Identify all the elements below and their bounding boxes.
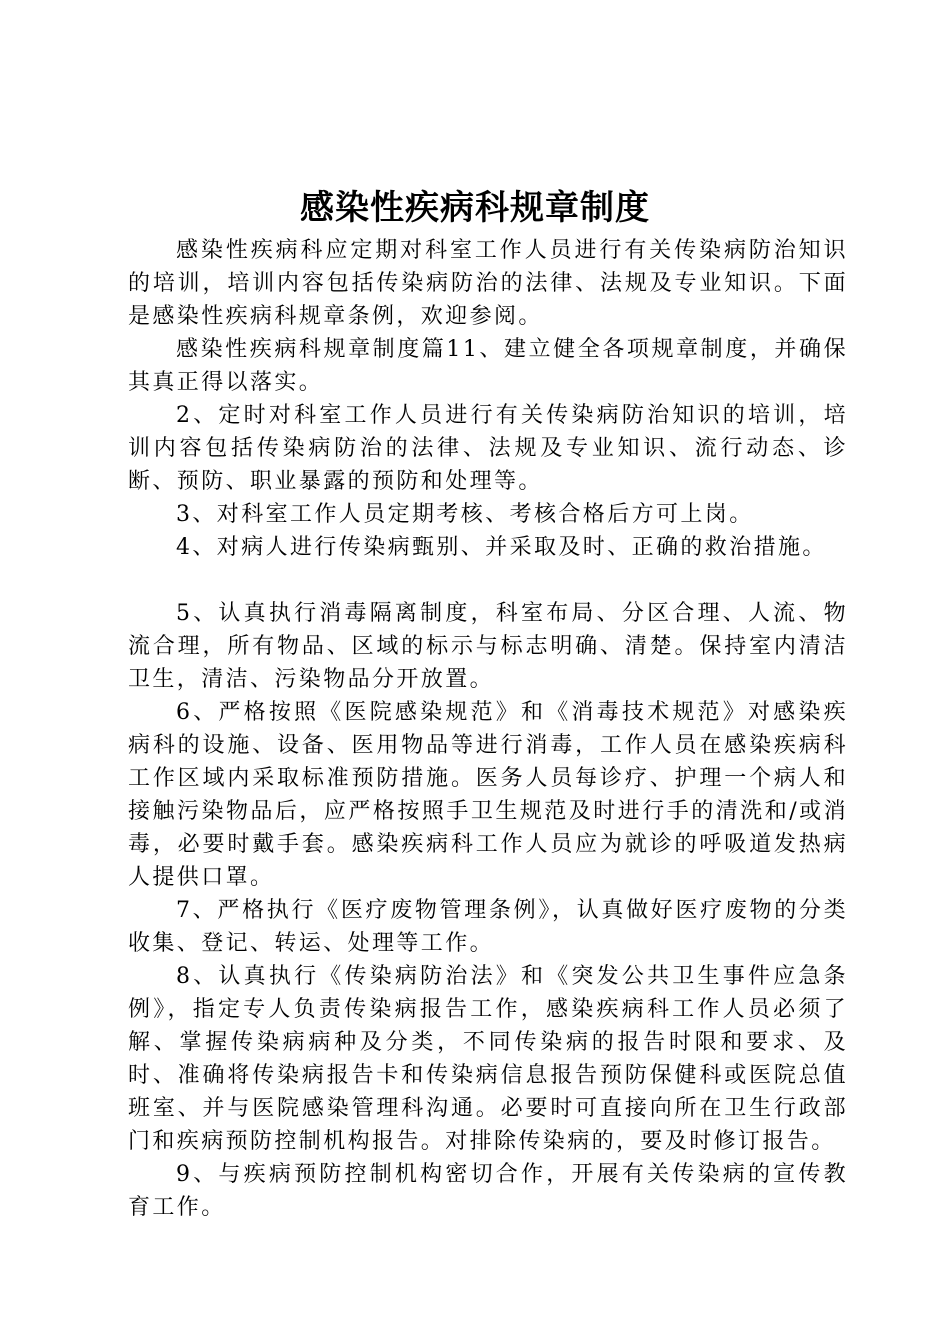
rule-paragraph-8: 8、认真执行《传染病防治法》和《突发公共卫生事件应急条例》，指定专人负责传染病报告工作，感染疾病科工作人员必须了解、掌握传染病病种及分类，不同传染病的报告时限和要求、及时、准确将传染病报告卡和传染病信息报告预防保健科或医院总值班室、并与医院感染管理科沟通。必要时可直接向所在卫生行政部门和疾病预防控制机构报告。对排除传染病的，要及时修订报告。 xyxy=(128,964,848,1154)
rule-paragraph-6: 6、严格按照《医院感染规范》和《消毒技术规范》对感染疾病科的设施、设备、医用物品等进行消毒，工作人员在感染疾病科工作区域内采取标准预防措施。医务人员每诊疗、护理一个病人和接触污染物品后，应严格按照手卫生规范及时进行手的清洗和/或消毒，必要时戴手套。感染疾病科工作人员应为就诊的呼吸道发热病人提供口罩。 xyxy=(128,700,848,890)
document-body xyxy=(128,234,848,1224)
rule-paragraph-9: 9、与疾病预防控制机构密切合作，开展有关传染病的宣传教育工作。 xyxy=(128,1162,848,1220)
intro-paragraph: 感染性疾病科应定期对科室工作人员进行有关传染病防治知识的培训，培训内容包括传染病防治的法律、法规及专业知识。下面是感染性疾病科规章条例，欢迎参阅。 xyxy=(128,238,848,329)
rule-paragraph-1: 感染性疾病科规章制度篇11、建立健全各项规章制度，并确保其真正得以落实。 xyxy=(128,337,848,395)
document-title: 感染性疾病科规章制度 xyxy=(300,188,650,228)
rule-paragraph-2: 2、定时对科室工作人员进行有关传染病防治知识的培训，培训内容包括传染病防治的法律、法规及专业知识、流行动态、诊断、预防、职业暴露的预防和处理等。 xyxy=(128,403,848,494)
rule-paragraph-5: 5、认真执行消毒隔离制度，科室布局、分区合理、人流、物流合理，所有物品、区域的标示与标志明确、清楚。保持室内清洁卫生，清洁、污染物品分开放置。 xyxy=(128,601,848,692)
paragraph-spacer xyxy=(128,564,848,597)
rule-paragraph-7: 7、严格执行《医疗废物管理条例》，认真做好医疗废物的分类收集、登记、转运、处理等工作。 xyxy=(128,898,848,956)
rule-paragraph-3: 3、对科室工作人员定期考核、考核合格后方可上岗。 xyxy=(176,502,754,527)
rule-paragraph-4: 4、对病人进行传染病甄别、并采取及时、正确的救治措施。 xyxy=(176,535,827,560)
